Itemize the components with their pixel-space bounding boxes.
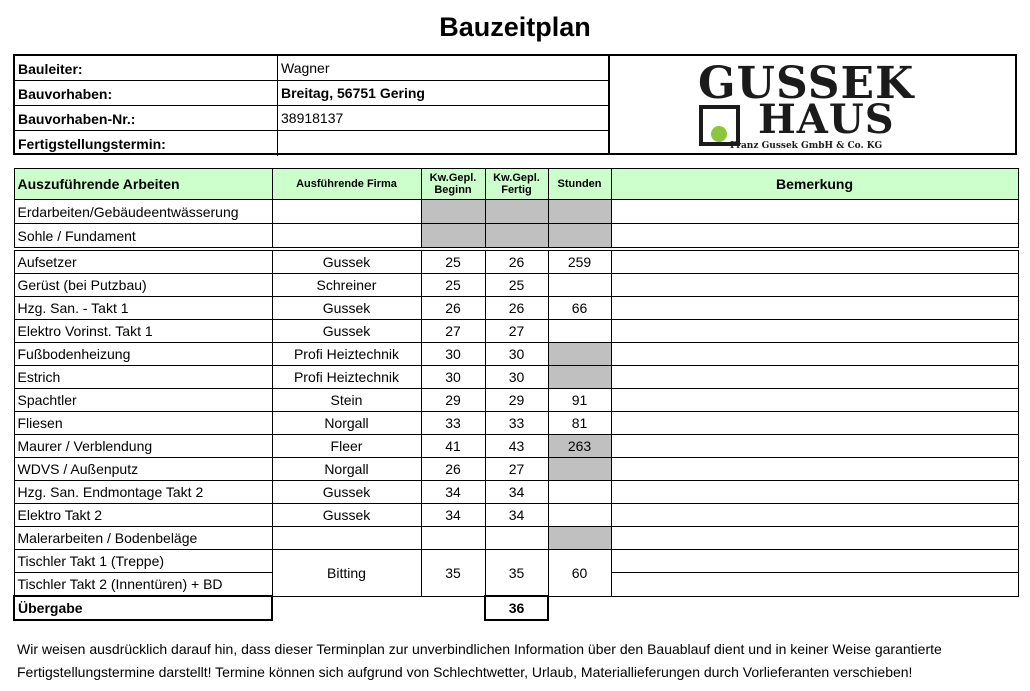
remarks-cell: [611, 550, 1018, 573]
end-cell: 29: [485, 389, 548, 412]
info-value: [277, 131, 611, 156]
table-row: [14, 366, 1018, 389]
info-label: Bauleiter:: [18, 61, 83, 77]
activity-cell: Spachtler: [14, 389, 272, 412]
company-cell: Stein: [272, 389, 421, 412]
company-cell: [272, 527, 421, 550]
project-info-table: [13, 54, 610, 155]
end-cell: [485, 200, 548, 224]
start-cell: 26: [421, 458, 485, 481]
handover-week: 36: [485, 596, 548, 620]
remarks-cell: [611, 389, 1018, 412]
info-row-bauleiter: [15, 56, 608, 81]
table-row: [14, 224, 1018, 248]
start-cell: [421, 224, 485, 248]
remarks-cell: [611, 458, 1018, 481]
remarks-cell: [611, 224, 1018, 248]
start-cell: 25: [421, 251, 485, 274]
start-cell: 25: [421, 274, 485, 297]
start-cell: 34: [421, 504, 485, 527]
table-row: [14, 527, 1018, 550]
info-label: Bauvorhaben:: [18, 86, 113, 102]
remarks-cell: [611, 320, 1018, 343]
remarks-cell: [611, 297, 1018, 320]
hours-cell: 81: [548, 412, 611, 435]
start-cell: [421, 200, 485, 224]
info-value: Breitag, 56751 Gering: [277, 81, 611, 105]
table-row: [14, 412, 1018, 435]
activity-cell: Erdarbeiten/Gebäudeentwässerung: [14, 200, 272, 224]
end-cell: 26: [485, 297, 548, 320]
hours-cell: [548, 527, 611, 550]
end-cell: 34: [485, 504, 548, 527]
header-company: Ausführende Firma: [272, 169, 421, 200]
disclaimer-note: [17, 638, 1017, 684]
table-row: [14, 504, 1018, 527]
company-cell: Norgall: [272, 412, 421, 435]
header-activity: Auszuführende Arbeiten: [14, 169, 272, 200]
table-row: [14, 297, 1018, 320]
activity-cell: Sohle / Fundament: [14, 224, 272, 248]
remarks-cell: [611, 573, 1018, 597]
hours-cell: [548, 481, 611, 504]
handover-label: Übergabe: [14, 596, 272, 620]
start-cell: 27: [421, 320, 485, 343]
info-label: Bauvorhaben-Nr.:: [18, 111, 136, 127]
logo-square-icon: [699, 105, 740, 146]
remarks-cell: [611, 251, 1018, 274]
remarks-cell: [611, 200, 1018, 224]
page-title: Bauzeitplan: [439, 12, 591, 42]
gussek-haus-logo: [610, 54, 1017, 155]
company-cell: Profi Heiztechnik: [272, 343, 421, 366]
start-cell: 35: [421, 550, 485, 597]
end-cell: 34: [485, 481, 548, 504]
start-cell: 29: [421, 389, 485, 412]
start-cell: 30: [421, 343, 485, 366]
activity-cell: Elektro Takt 2: [14, 504, 272, 527]
hours-cell: [548, 224, 611, 248]
activity-cell: Hzg. San. - Takt 1: [14, 297, 272, 320]
logo-line2: HAUS: [758, 96, 895, 143]
info-row-bauvorhaben: [15, 81, 608, 106]
table-row: [14, 458, 1018, 481]
logo-line1: GUSSEK: [698, 58, 915, 109]
activity-cell: Aufsetzer: [14, 251, 272, 274]
end-cell: 27: [485, 458, 548, 481]
end-cell: 26: [485, 251, 548, 274]
schedule-table: [13, 168, 1019, 621]
hours-cell: 91: [548, 389, 611, 412]
hours-cell: 60: [548, 550, 611, 597]
hours-cell: [548, 200, 611, 224]
hours-cell: 66: [548, 297, 611, 320]
end-cell: 30: [485, 366, 548, 389]
remarks-cell: [611, 366, 1018, 389]
start-cell: [421, 527, 485, 550]
company-cell: Gussek: [272, 251, 421, 274]
handover-row: [14, 596, 1018, 620]
hours-cell: [548, 504, 611, 527]
logo-dot-icon: [711, 126, 727, 142]
activity-cell: Hzg. San. Endmontage Takt 2: [14, 481, 272, 504]
table-row: [14, 251, 1018, 274]
header-remarks: Bemerkung: [611, 169, 1018, 200]
info-row-bauvorhaben-nr: [15, 106, 608, 131]
remarks-cell: [611, 481, 1018, 504]
company-cell: [272, 200, 421, 224]
hours-cell: 259: [548, 251, 611, 274]
header-end: Kw.Gepl. Fertig: [485, 169, 548, 200]
hours-cell: 263: [548, 435, 611, 458]
company-cell: Fleer: [272, 435, 421, 458]
start-cell: 34: [421, 481, 485, 504]
table-row: [14, 435, 1018, 458]
header-row: [14, 169, 1018, 200]
activity-cell: Elektro Vorinst. Takt 1: [14, 320, 272, 343]
info-label: Fertigstellungstermin:: [18, 136, 166, 152]
activity-cell: WDVS / Außenputz: [14, 458, 272, 481]
header-hours: Stunden: [548, 169, 611, 200]
activity-cell: Tischler Takt 2 (Innentüren) + BD: [14, 573, 272, 597]
remarks-cell: [611, 527, 1018, 550]
company-cell: Schreiner: [272, 274, 421, 297]
remarks-cell: [611, 412, 1018, 435]
end-cell: [485, 527, 548, 550]
remarks-cell: [611, 435, 1018, 458]
start-cell: 33: [421, 412, 485, 435]
disclaimer-line-1: Wir weisen ausdrücklich darauf hin, dass dieser Terminplan zur unverbindlichen Information über den Bauablauf dient und in keiner Weise garantierte: [17, 641, 942, 657]
activity-cell: Fußbodenheizung: [14, 343, 272, 366]
hours-cell: [548, 274, 611, 297]
remarks-cell: [611, 504, 1018, 527]
end-cell: 27: [485, 320, 548, 343]
table-row-merged: [14, 550, 1018, 573]
remarks-cell: [611, 343, 1018, 366]
company-cell: Gussek: [272, 320, 421, 343]
end-cell: 25: [485, 274, 548, 297]
header-start: Kw.Gepl. Beginn: [421, 169, 485, 200]
activity-cell: Estrich: [14, 366, 272, 389]
table-row: [14, 389, 1018, 412]
start-cell: 26: [421, 297, 485, 320]
logo-company-name: Franz Gussek GmbH & Co. KG: [730, 141, 883, 151]
hours-cell: [548, 343, 611, 366]
company-cell: [272, 224, 421, 248]
end-cell: 30: [485, 343, 548, 366]
company-cell: Gussek: [272, 504, 421, 527]
table-row: [14, 320, 1018, 343]
company-cell: Gussek: [272, 481, 421, 504]
end-cell: 35: [485, 550, 548, 597]
company-cell: Bitting: [272, 550, 421, 597]
company-cell: Norgall: [272, 458, 421, 481]
activity-cell: Maurer / Verblendung: [14, 435, 272, 458]
hours-cell: [548, 320, 611, 343]
end-cell: 43: [485, 435, 548, 458]
table-row: [14, 481, 1018, 504]
activity-cell: Tischler Takt 1 (Treppe): [14, 550, 272, 573]
end-cell: 33: [485, 412, 548, 435]
remarks-cell: [611, 274, 1018, 297]
table-row: [14, 200, 1018, 224]
table-row: [14, 343, 1018, 366]
hours-cell: [548, 366, 611, 389]
info-value: 38918137: [277, 106, 611, 130]
end-cell: [485, 224, 548, 248]
activity-cell: Gerüst (bei Putzbau): [14, 274, 272, 297]
hours-cell: [548, 458, 611, 481]
company-cell: Profi Heiztechnik: [272, 366, 421, 389]
table-row: [14, 274, 1018, 297]
company-cell: Gussek: [272, 297, 421, 320]
info-value: Wagner: [277, 56, 611, 80]
info-row-fertigstellungstermin: [15, 131, 608, 156]
start-cell: 30: [421, 366, 485, 389]
activity-cell: Fliesen: [14, 412, 272, 435]
start-cell: 41: [421, 435, 485, 458]
activity-cell: Malerarbeiten / Bodenbeläge: [14, 527, 272, 550]
disclaimer-line-2: Fertigstellungstermine darstellt! Termine können sich aufgrund von Schlechtwetter, Urlaub, Materiallieferungen durch Vorlieferanten verschieben!: [17, 664, 913, 680]
